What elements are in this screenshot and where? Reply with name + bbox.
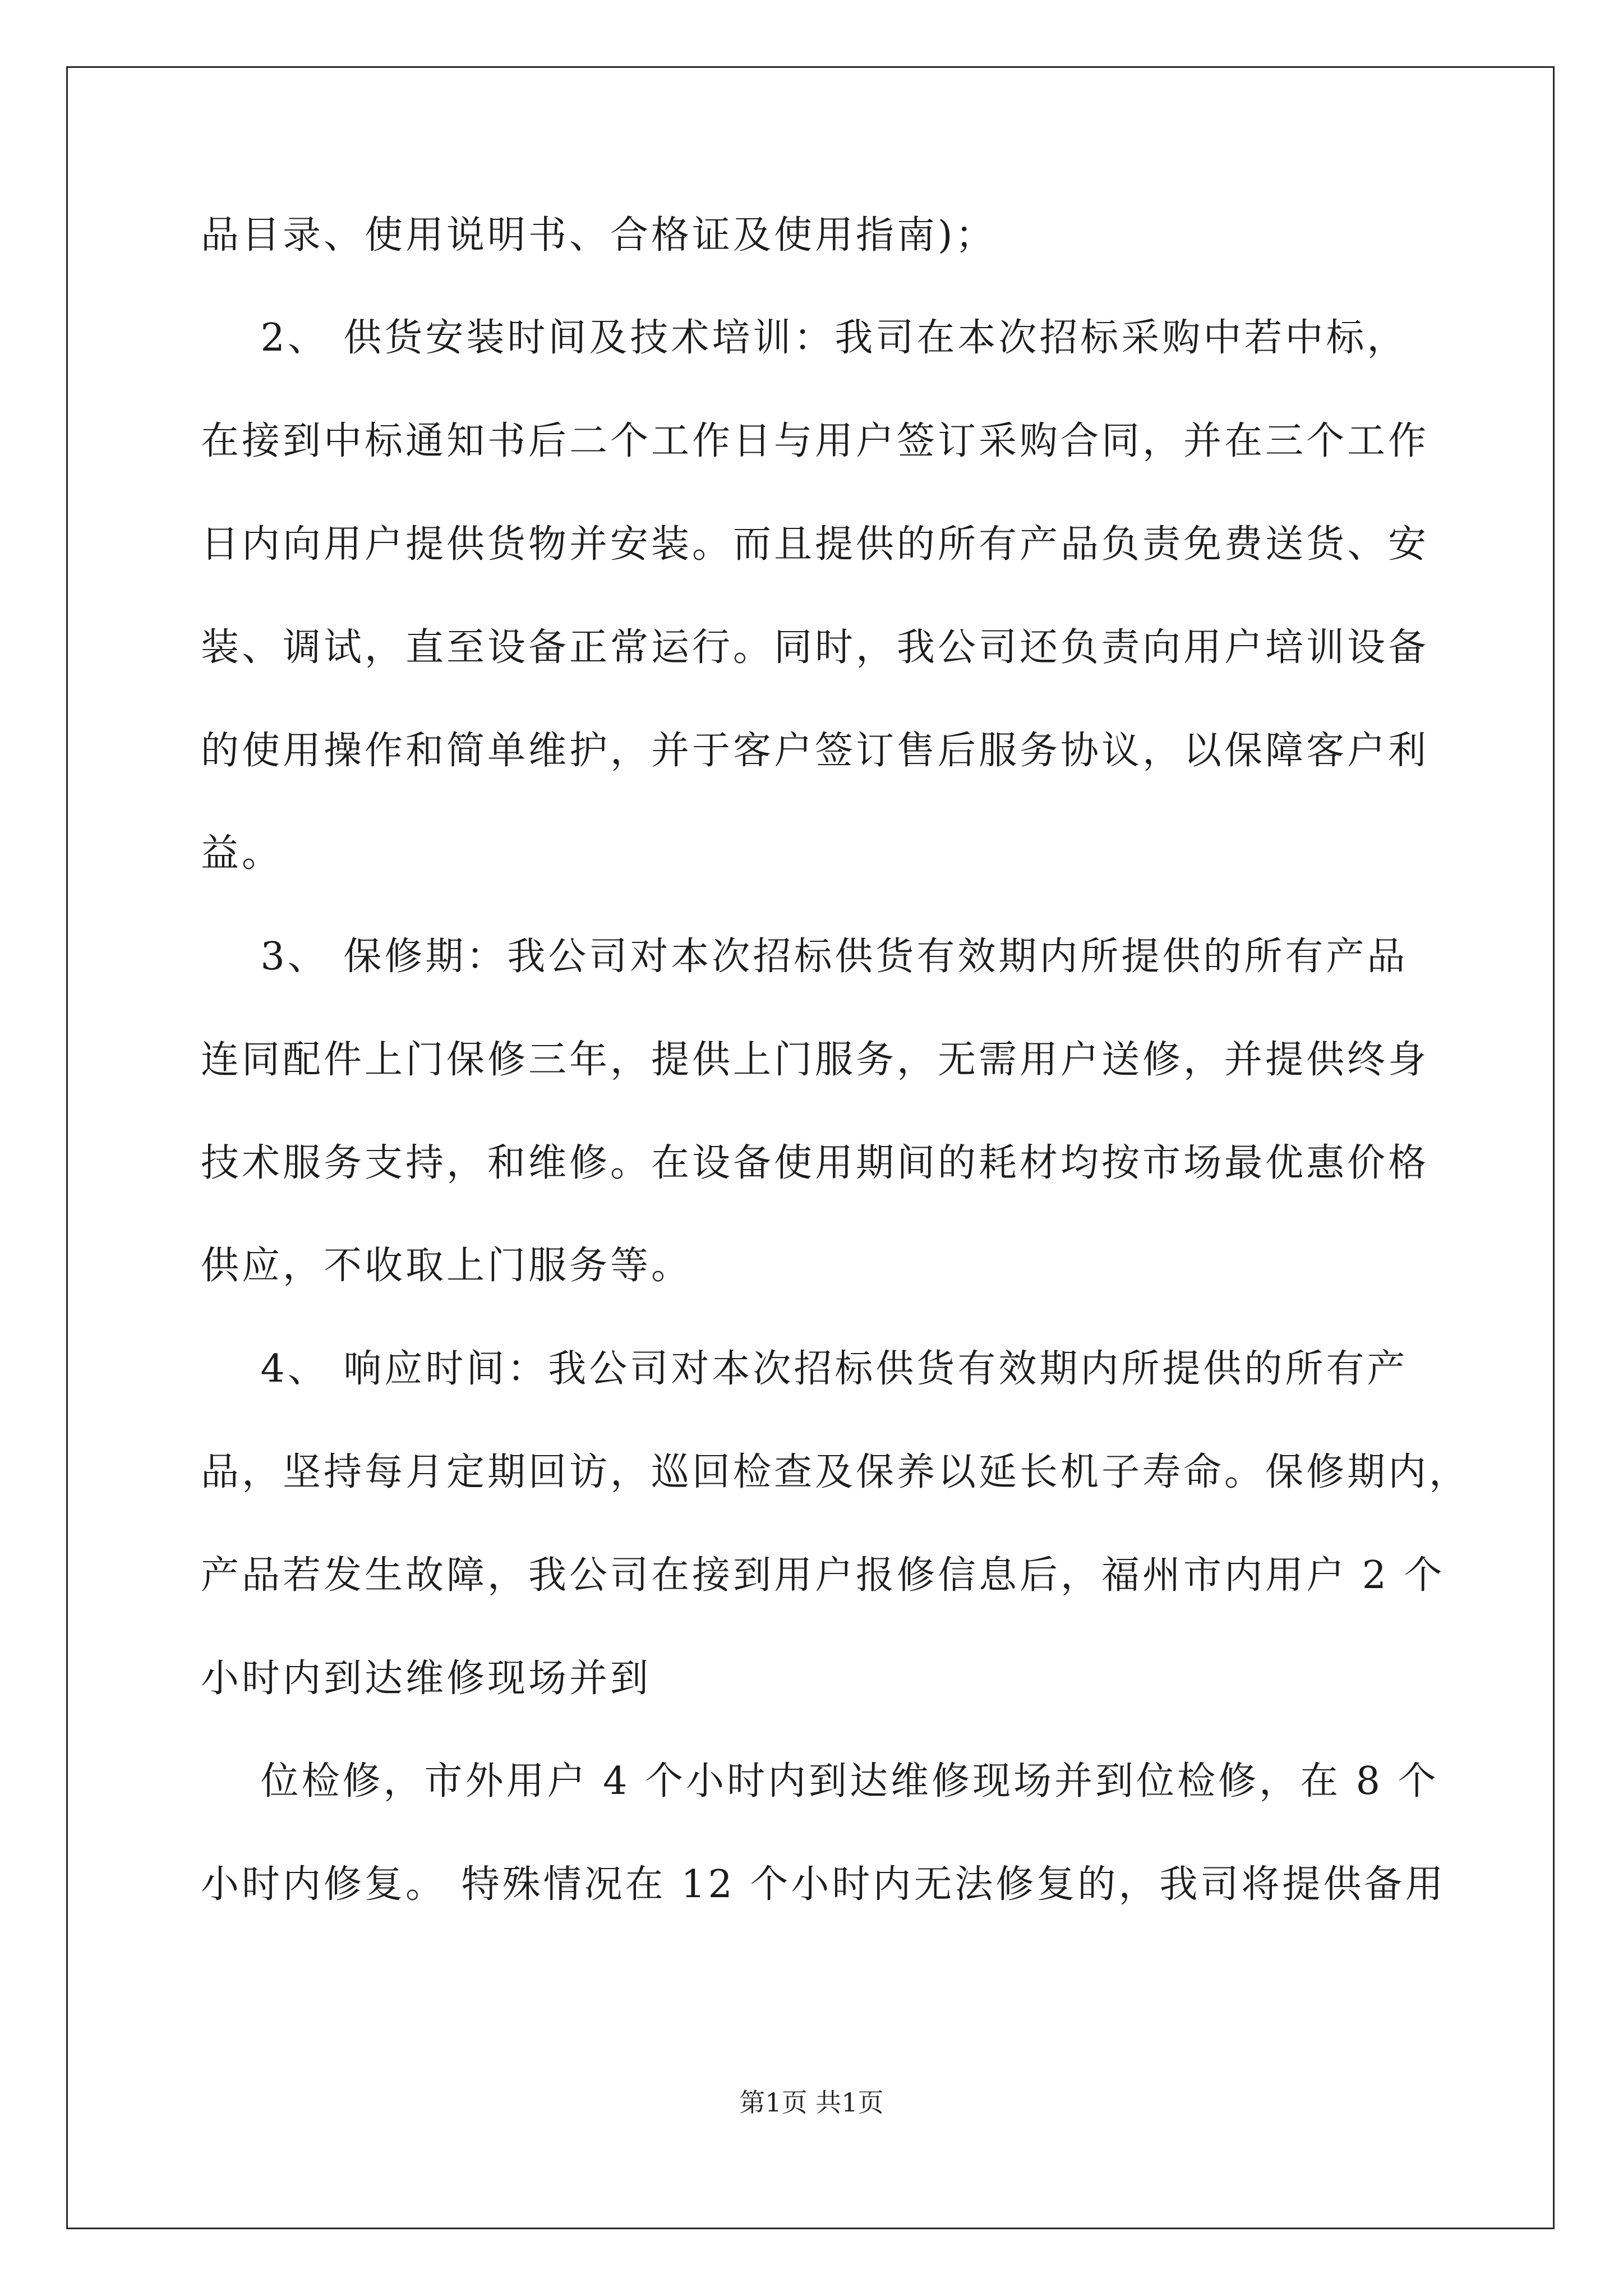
paragraph-line: 技术服务支持，和维修。在设备使用期间的耗材均按市场最优惠价格 — [201, 1141, 1430, 1185]
paragraph-line: 在接到中标通知书后二个工作日与用户签订采购合同，并在三个工作 — [201, 419, 1430, 463]
paragraph-line: 品，坚持每月定期回访，巡回检查及保养以延长机子寿命。保修期内， — [201, 1450, 1470, 1494]
paragraph-line: 小时内修复。 特殊情况在 12 个小时内无法修复的，我司将提供备用 — [201, 1862, 1446, 1907]
paragraph-line: 2、 供货安装时间及技术培训：我司在本次招标采购中若中标， — [201, 316, 1408, 360]
paragraph-line: 日内向用户提供货物并安装。而且提供的所有产品负责免费送货、安 — [201, 522, 1430, 567]
paragraph-line: 装、调试，直至设备正常运行。同时，我公司还负责向用户培训设备 — [201, 625, 1430, 670]
paragraph-line: 益。 — [201, 831, 283, 876]
paragraph-line: 连同配件上门保修三年，提供上门服务，无需用户送修，并提供终身 — [201, 1038, 1430, 1082]
page-footer: 第1页 共1页 — [739, 2087, 884, 2118]
paragraph-line: 产品若发生故障，我公司在接到用户报修信息后，福州市内用户 2 个 — [201, 1553, 1445, 1598]
paragraph-line: 位检修，市外用户 4 个小时内到达维修现场并到位检修，在 8 个 — [201, 1759, 1439, 1803]
paragraph-line: 4、 响应时间：我公司对本次招标供货有效期内所提供的所有产 — [201, 1347, 1408, 1391]
paragraph-line: 小时内到达维修现场并到 — [201, 1657, 652, 1701]
paragraph-line: 供应，不收取上门服务等。 — [201, 1244, 693, 1288]
paragraph-line: 3、 保修期：我公司对本次招标供货有效期内所提供的所有产品 — [201, 935, 1408, 979]
paragraph-line: 的使用操作和简单维护，并于客户签订售后服务协议，以保障客户利 — [201, 729, 1430, 773]
paragraph-line: 品目录、使用说明书、合格证及使用指南)； — [201, 213, 997, 257]
